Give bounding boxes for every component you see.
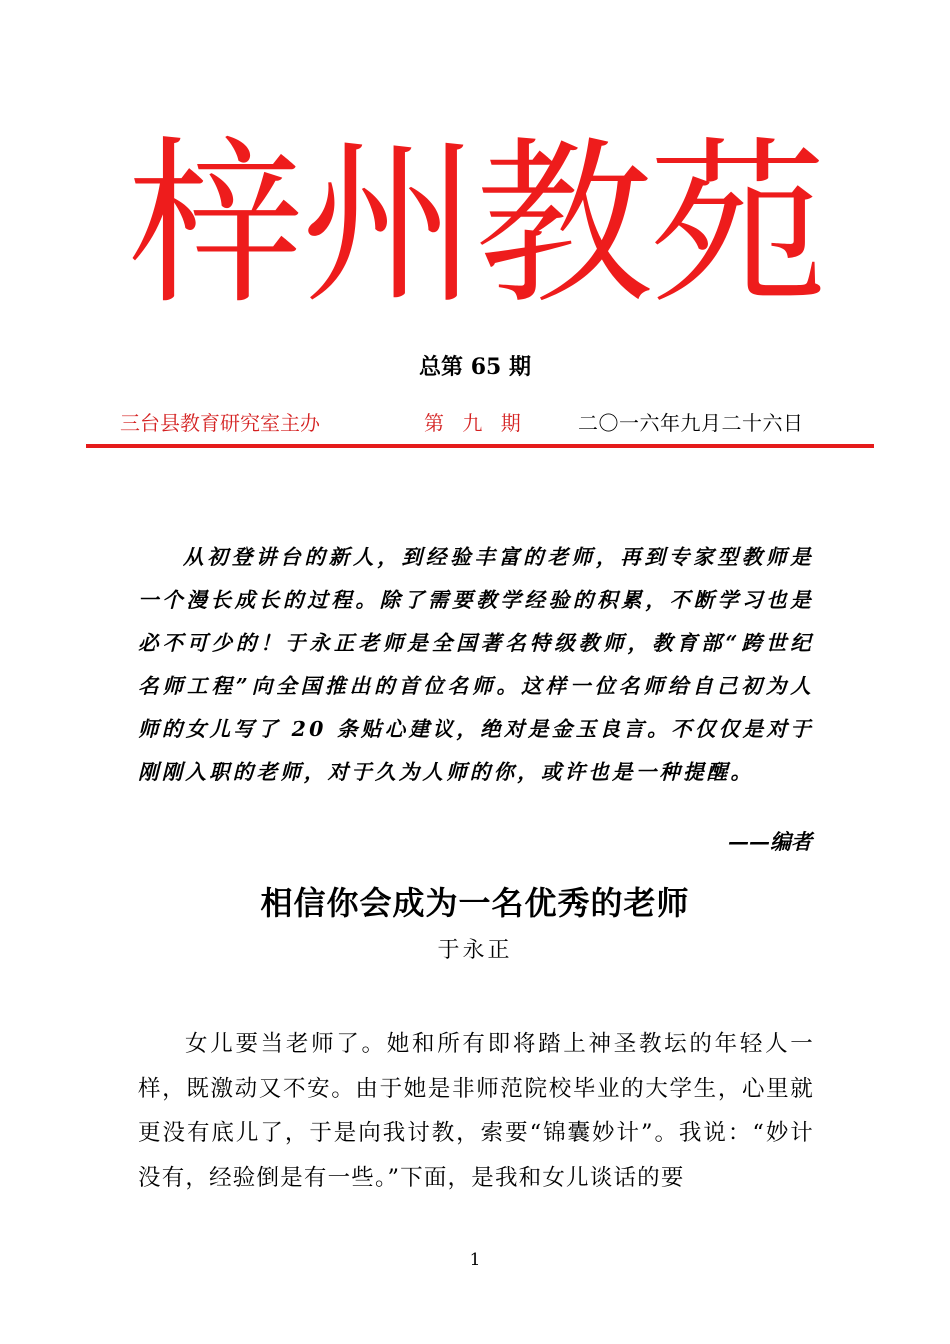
article-author: 于永正 bbox=[437, 938, 513, 963]
masthead-title: 梓州教苑 bbox=[127, 121, 823, 328]
editor-note: 从初登讲台的新人，到经验丰富的老师，再到专家型教师是一个漫长成长的过程。除了需要教学经验的积累，不断学习也是必不可少的！于永正老师是全国著名特级教师，教育部“跨世纪名师工程”向全国推出的首位名师。这样一位名师给自己初为人师的女儿写了 20 条贴心建议，绝对是金玉良言。不仅仅是对于刚刚入职的老师，对于久为人师的你，或许也是一种提醒。 bbox=[138, 545, 814, 784]
article-body: 女儿要当老师了。她和所有即将踏上神圣教坛的年轻人一样，既激动又不安。由于她是非师范院校毕业的大学生，心里就更没有底儿了，于是向我讨教，索要“锦囊妙计”。我说：“妙计没有，经验倒是有一些。”下面，是我和女儿谈话的要 bbox=[138, 1031, 814, 1191]
page-number: 1 bbox=[469, 1250, 481, 1270]
issue-date: 二〇一六年九月二十六日 bbox=[578, 411, 804, 435]
editor-signature: ——编者 bbox=[728, 829, 812, 854]
header-divider bbox=[86, 444, 874, 448]
publisher: 三台县教育研究室主办 bbox=[120, 411, 320, 435]
issue-number: 第 九 期 bbox=[424, 411, 527, 435]
issue-total: 总第 65 期 bbox=[419, 354, 531, 380]
article-title: 相信你会成为一名优秀的老师 bbox=[260, 884, 690, 922]
